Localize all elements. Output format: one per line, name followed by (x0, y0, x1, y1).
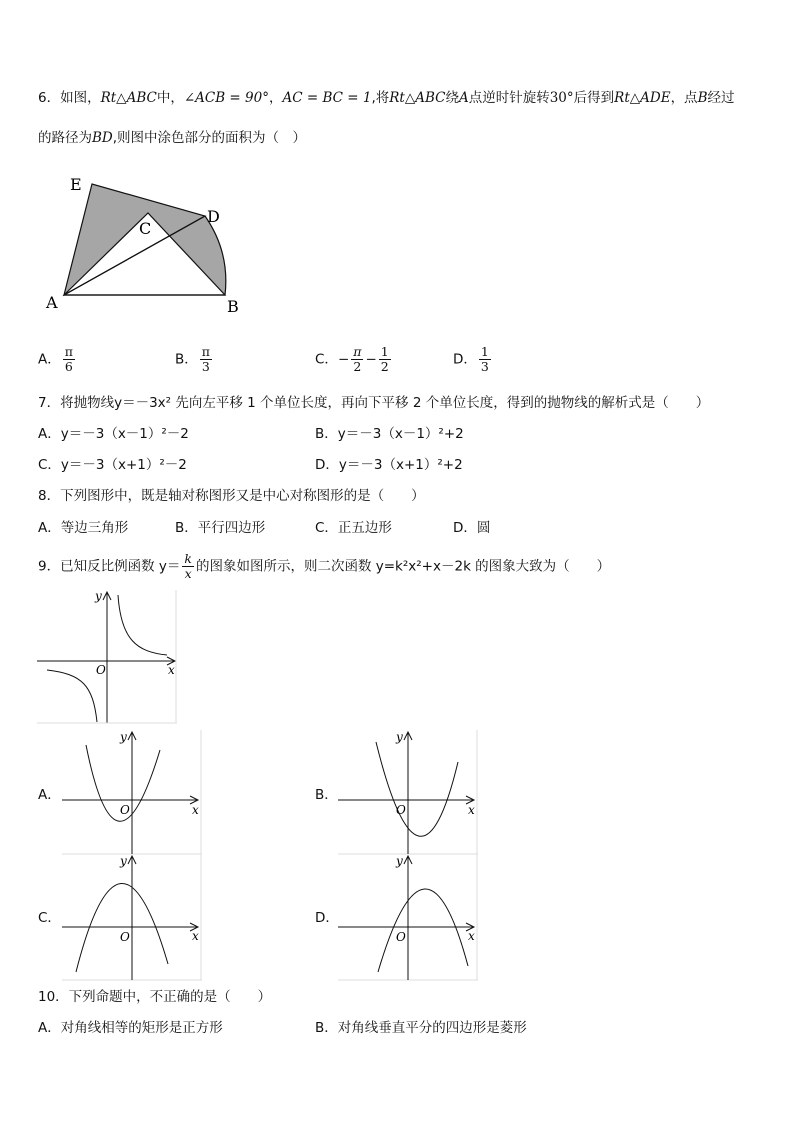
fraction: $\frac{\pi}{2}$ (353, 344, 362, 374)
fraction-k-over-x: $\frac{k}{x}$ (184, 551, 192, 581)
q9-hyperbola-graph (37, 590, 177, 724)
fraction: $\frac{1}{2}$ (380, 344, 389, 374)
fraction: $\frac{\pi}{3}$ (201, 344, 210, 374)
svg-text:O: O (396, 803, 406, 817)
svg-text:y: y (396, 730, 403, 744)
q8-stem: 8．下列图形中，既是轴对称图形又是中心对称图形的是（ ） (38, 488, 425, 504)
q9-option-a-label[interactable]: A． (38, 787, 61, 803)
q6-label-d: D (207, 207, 220, 226)
svg-text:x: x (468, 803, 475, 817)
q7-option-d[interactable]: D．y＝－3（x+1）²+2 (315, 457, 463, 473)
q6-figure (40, 172, 260, 322)
q8-option-d[interactable]: D．圆 (453, 520, 491, 536)
svg-text:y: y (95, 589, 102, 603)
q9-option-b-label[interactable]: B． (315, 787, 338, 803)
q9-option-c-graph[interactable] (62, 854, 202, 980)
q6-label-c: C (139, 219, 152, 238)
svg-text:x: x (192, 803, 199, 817)
q7-option-b[interactable]: B．y＝－3（x－1）²+2 (315, 426, 464, 442)
fraction: $\frac{\pi}{6}$ (64, 344, 73, 374)
fraction: $\frac{1}{3}$ (480, 344, 489, 374)
q6-label-e: E (70, 175, 82, 194)
q6-option-d[interactable]: D． $\frac{1}{3}$ (453, 344, 489, 374)
q10-option-a[interactable]: A．对角线相等的矩形是正方形 (38, 1020, 223, 1036)
q8-option-a[interactable]: A．等边三角形 (38, 520, 129, 536)
svg-text:O: O (120, 930, 130, 944)
q6-label-a: A (46, 293, 58, 312)
q6-option-b[interactable]: B． $\frac{\pi}{3}$ (175, 344, 210, 374)
q9-option-a-graph[interactable] (62, 730, 202, 854)
q9-stem: 9．已知反比例函数 y＝ $\frac{k}{x}$ 的图象如图所示，则二次函数 y=k²x²+x－2k 的图象大致为（ ） (38, 551, 611, 581)
svg-text:y: y (120, 730, 127, 744)
q7-option-a[interactable]: A．y＝－3（x－1）²－2 (38, 426, 189, 442)
svg-text:x: x (168, 663, 175, 677)
q9-option-c-parabola (76, 883, 168, 972)
q9-option-d-graph[interactable] (338, 854, 478, 980)
q9-hyperbola-branch-3 (47, 670, 97, 722)
svg-text:y: y (120, 854, 127, 868)
svg-text:x: x (468, 929, 475, 943)
q9-option-d-parabola (378, 889, 468, 972)
q8-option-b[interactable]: B．平行四边形 (175, 520, 266, 536)
svg-text:O: O (96, 663, 106, 677)
svg-text:x: x (192, 929, 199, 943)
q10-option-b[interactable]: B．对角线垂直平分的四边形是菱形 (315, 1020, 527, 1036)
q6-label-b: B (227, 297, 239, 316)
q7-option-c[interactable]: C．y＝－3（x+1）²－2 (38, 457, 187, 473)
q10-stem: 10．下列命题中，不正确的是（ ） (38, 989, 272, 1005)
q9-option-d-label[interactable]: D． (315, 910, 339, 926)
q8-option-c[interactable]: C．正五边形 (315, 520, 392, 536)
q7-stem: 7．将抛物线y＝－3x² 先向左平移 1 个单位长度，再向下平移 2 个单位长度，得到的抛物线的解析式是（ ） (38, 395, 710, 411)
q6-stem-line2: 的路径为BD,则图中涂色部分的面积为（ ） (38, 130, 307, 146)
q6-option-a[interactable]: A． $\frac{\pi}{6}$ (38, 344, 73, 374)
svg-text:O: O (120, 803, 130, 817)
svg-text:y: y (396, 854, 403, 868)
q9-option-c-label[interactable]: C． (38, 910, 61, 926)
q6-stem-line1: 6．如图，Rt△ABC中，∠ACB = 90°，AC = BC = 1,将Rt△ABC绕A点逆时针旋转30°后得到Rt△ADE，点B经过 (38, 90, 735, 106)
svg-text:O: O (396, 930, 406, 944)
q9-option-b-parabola (376, 742, 458, 836)
q6-option-c[interactable]: C．− $\frac{\pi}{2}$ − $\frac{1}{2}$ (315, 344, 389, 374)
q9-option-b-graph[interactable] (338, 730, 478, 854)
q9-hyperbola-branch-1 (118, 595, 167, 655)
